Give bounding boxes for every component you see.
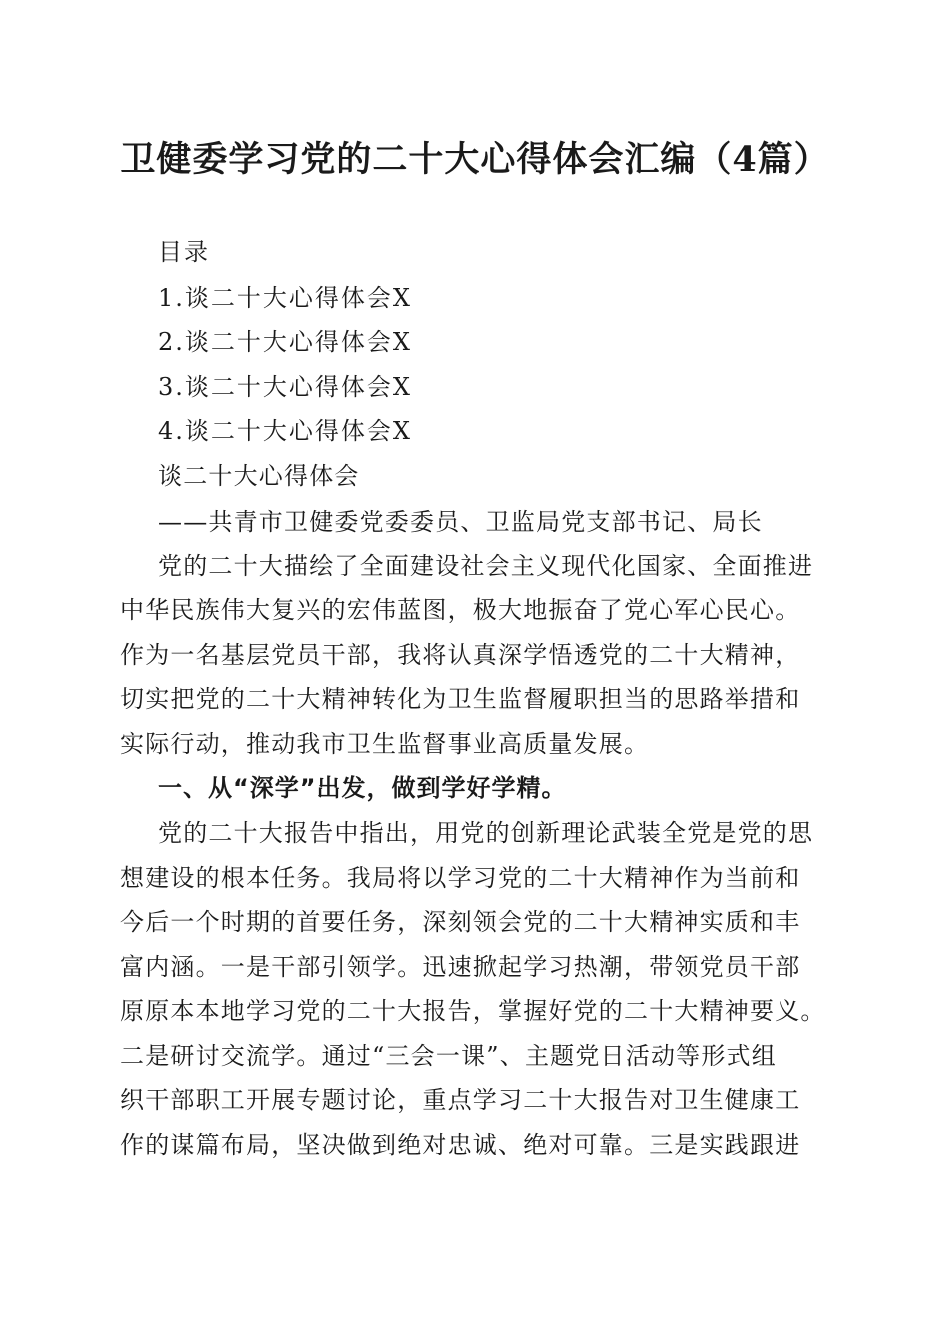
section-1-line-5: 原原本本地学习党的二十大报告，掌握好党的二十大精神要义。 — [120, 997, 826, 1025]
section-1-line-7: 织干部职工开展专题讨论，重点学习二十大报告对卫生健康工 — [120, 1086, 801, 1114]
document-title: 卫健委学习党的二十大心得体会汇编（4篇） — [120, 139, 830, 180]
section-1-line-2: 想建设的根本任务。我局将以学习党的二十大精神作为当前和 — [120, 864, 801, 892]
toc-item-1: 1.谈二十大心得体会X — [158, 284, 412, 312]
intro-line-5: 实际行动，推动我市卫生监督事业高质量发展。 — [120, 730, 650, 758]
toc-item-4: 4.谈二十大心得体会X — [158, 417, 412, 445]
article-byline: ——共青市卫健委党委委员、卫监局党支部书记、局长 — [158, 508, 763, 536]
intro-line-2: 中华民族伟大复兴的宏伟蓝图，极大地振奋了党心军心民心。 — [120, 596, 801, 624]
section-1-line-6: 二是研讨交流学。通过“三会一课”、主题党日活动等形式组 — [120, 1042, 777, 1070]
toc-item-2: 2.谈二十大心得体会X — [158, 328, 412, 356]
section-1-heading: 一、从“深学”出发，做到学好学精。 — [158, 774, 567, 802]
toc-heading: 目录 — [158, 238, 210, 266]
section-1-line-3: 今后一个时期的首要任务，深刻领会党的二十大精神实质和丰 — [120, 908, 801, 936]
intro-line-3: 作为一名基层党员干部，我将认真深学悟透党的二十大精神， — [120, 641, 801, 669]
intro-line-1: 党的二十大描绘了全面建设社会主义现代化国家、全面推进 — [158, 552, 814, 580]
intro-line-4: 切实把党的二十大精神转化为卫生监督履职担当的思路举措和 — [120, 685, 801, 713]
section-1-line-1: 党的二十大报告中指出，用党的创新理论武装全党是党的思 — [158, 819, 814, 847]
toc-item-3: 3.谈二十大心得体会X — [158, 373, 412, 401]
section-1-line-4: 富内涵。一是干部引领学。迅速掀起学习热潮，带领党员干部 — [120, 953, 801, 981]
section-1-line-8: 作的谋篇布局，坚决做到绝对忠诚、绝对可靠。三是实践跟进 — [120, 1131, 801, 1159]
article-title: 谈二十大心得体会 — [158, 462, 360, 490]
